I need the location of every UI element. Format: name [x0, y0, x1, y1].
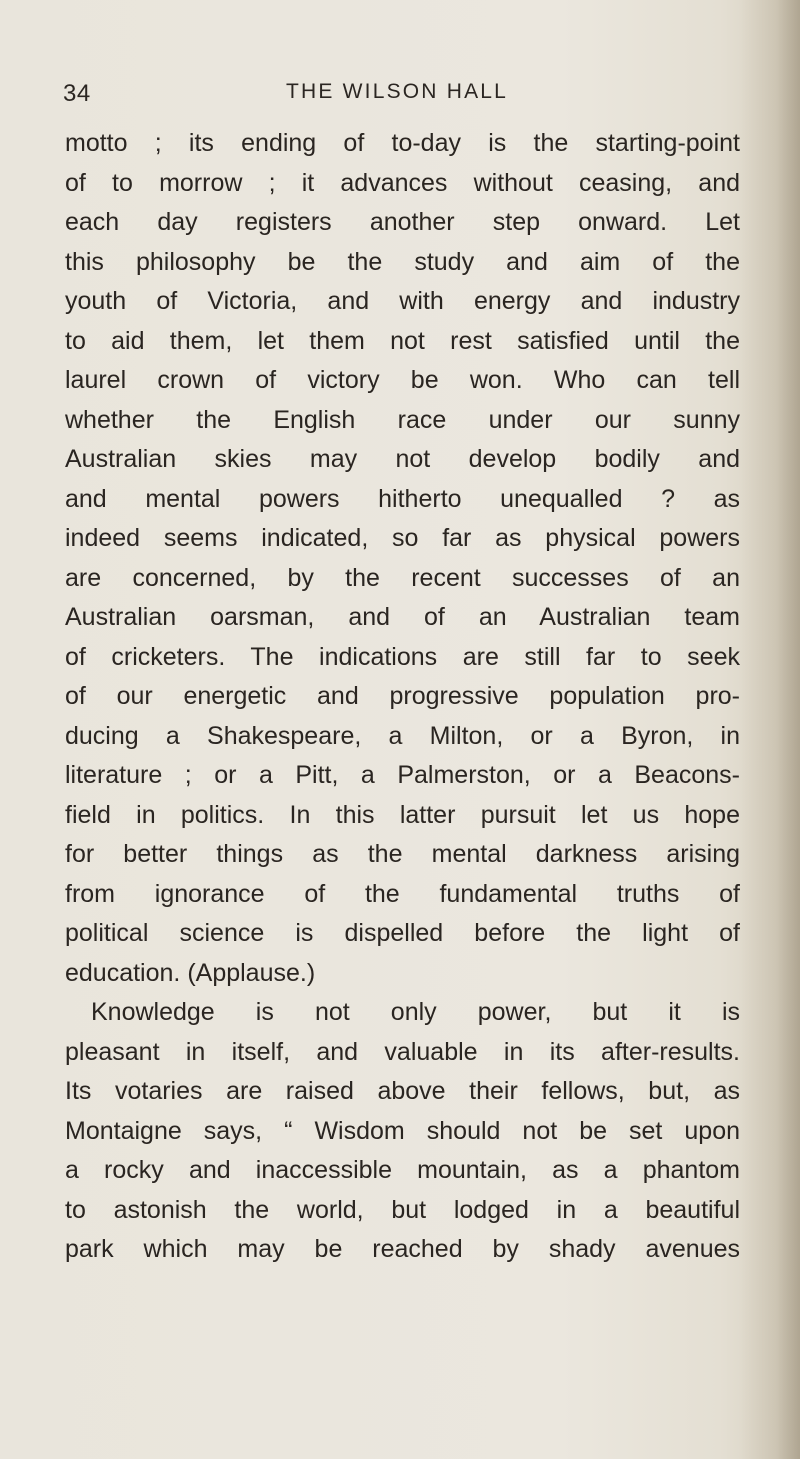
text-line: of to morrow ; it advances without ceasing, and	[65, 168, 740, 197]
text-line: youth of Victoria, and with energy and industry	[65, 287, 740, 315]
text-line: literature ; or a Pitt, a Palmerston, or a Beacons-	[65, 761, 740, 789]
text-line: whether the English race under our sunny	[65, 405, 740, 434]
text-line: pleasant in itself, and valuable in its after-results.	[65, 1037, 740, 1066]
text-line: to astonish the world, but lodged in a beautiful	[65, 1195, 740, 1224]
text-line: park which may be reached by shady avenues	[65, 1235, 740, 1263]
text-line: indeed seems indicated, so far as physical powers	[65, 524, 740, 552]
running-title: THE WILSON HALL	[286, 80, 509, 103]
text-line: motto ; its ending of to-day is the starting-point	[65, 129, 740, 157]
text-line: and mental powers hitherto unequalled ? as	[65, 484, 740, 513]
text-line: ducing a Shakespeare, a Milton, or a Byron, in	[65, 721, 740, 750]
text-line: laurel crown of victory be won. Who can tell	[65, 366, 740, 394]
body-text	[65, 124, 740, 1270]
text-line: each day registers another step onward. Let	[65, 208, 740, 236]
text-line: political science is dispelled before the light of	[65, 919, 740, 947]
page-number: 34	[63, 80, 91, 107]
text-line: Australian skies may not develop bodily and	[65, 445, 740, 473]
text-line: field in politics. In this latter pursuit let us hope	[65, 800, 740, 829]
text-line: Montaigne says, “ Wisdom should not be set upon	[65, 1116, 740, 1145]
text-line: education. (Applause.)	[65, 958, 316, 987]
running-head	[63, 80, 738, 116]
text-line: for better things as the mental darkness arising	[65, 840, 740, 868]
text-line: this philosophy be the study and aim of the	[65, 247, 740, 276]
text-line: to aid them, let them not rest satisfied until the	[65, 326, 740, 355]
text-line: Knowledge is not only power, but it is	[91, 998, 740, 1026]
text-line: of cricketers. The indications are still far to seek	[65, 642, 740, 671]
text-line: a rocky and inaccessible mountain, as a phantom	[65, 1156, 740, 1184]
text-line: of our energetic and progressive population pro-	[65, 682, 740, 710]
text-line: Its votaries are raised above their fellows, but, as	[65, 1077, 740, 1105]
text-line: from ignorance of the fundamental truths of	[65, 879, 740, 908]
text-line: Australian oarsman, and of an Australian team	[65, 603, 740, 631]
text-line: are concerned, by the recent successes of an	[65, 563, 740, 592]
